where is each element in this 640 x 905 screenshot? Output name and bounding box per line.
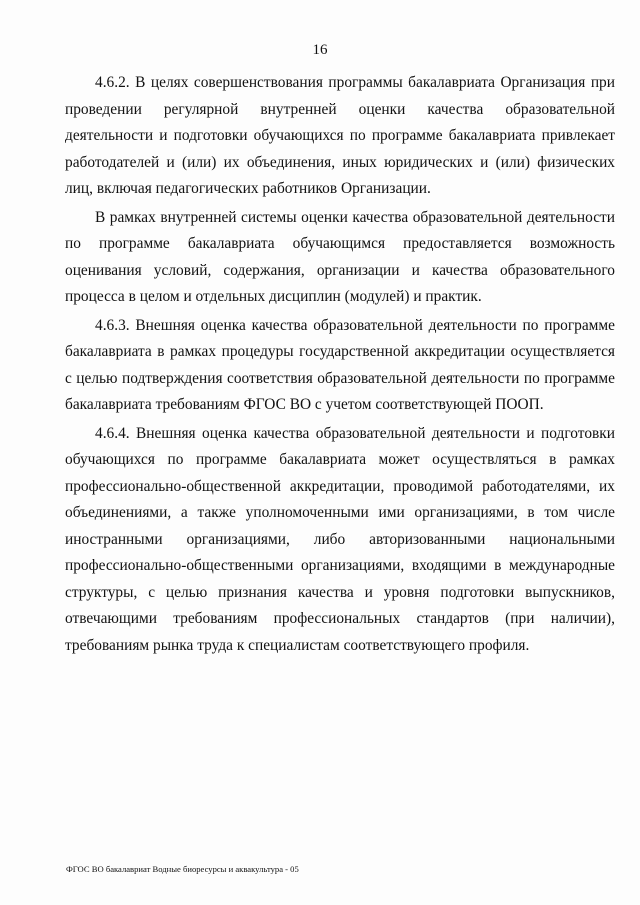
- paragraph-4-6-2: 4.6.2. В целях совершенствования программы бакалавриата Организация при проведении регулярной внутренней оценки качества образовательной деятельности и подготовки обучающихся по программе бакалавриата привлекает работодателей и (или) их объединения, иных юридических и (или) физических лиц, включая педагогических работников Организации.: [65, 74, 615, 197]
- paragraph-internal-assessment: В рамках внутренней системы оценки качества образовательной деятельности по программе бакалавриата обучающимся предоставляется возможность оценивания условий, содержания, организации и качества образовательного процесса в целом и отдельных дисциплин (модулей) и практик.: [65, 208, 615, 305]
- page-footer: ФГОС ВО бакалавриат Водные биоресурсы и аквакультура - 05: [66, 864, 299, 874]
- paragraph-4-6-4: 4.6.4. Внешняя оценка качества образовательной деятельности и подготовки обучающихся по программе бакалавриата может осуществляться в рамках профессионально-общественной аккредитации, проводимой работодателями, их объединениями, а также уполномоченными ими организациями, в том числе иностранными организациями, либо авторизованными национальными профессионально-общественными организациями, входящими в международные структуры, с целью признания качества и уровня подготовки выпускников, отвечающими требованиям профессиональных стандартов (при наличии), требованиям рынка труда к специалистам соответствующего профиля.: [65, 424, 615, 654]
- page-number: 16: [312, 42, 328, 58]
- paragraph-4-6-3: 4.6.3. Внешняя оценка качества образовательной деятельности по программе бакалавриата в рамках процедуры государственной аккредитации осуществляется с целью подтверждения соответствия образовательной деятельности по программе бакалавриата требованиям ФГОС ВО с учетом соответствующей ПООП.: [65, 316, 615, 413]
- body-text: [65, 70, 615, 661]
